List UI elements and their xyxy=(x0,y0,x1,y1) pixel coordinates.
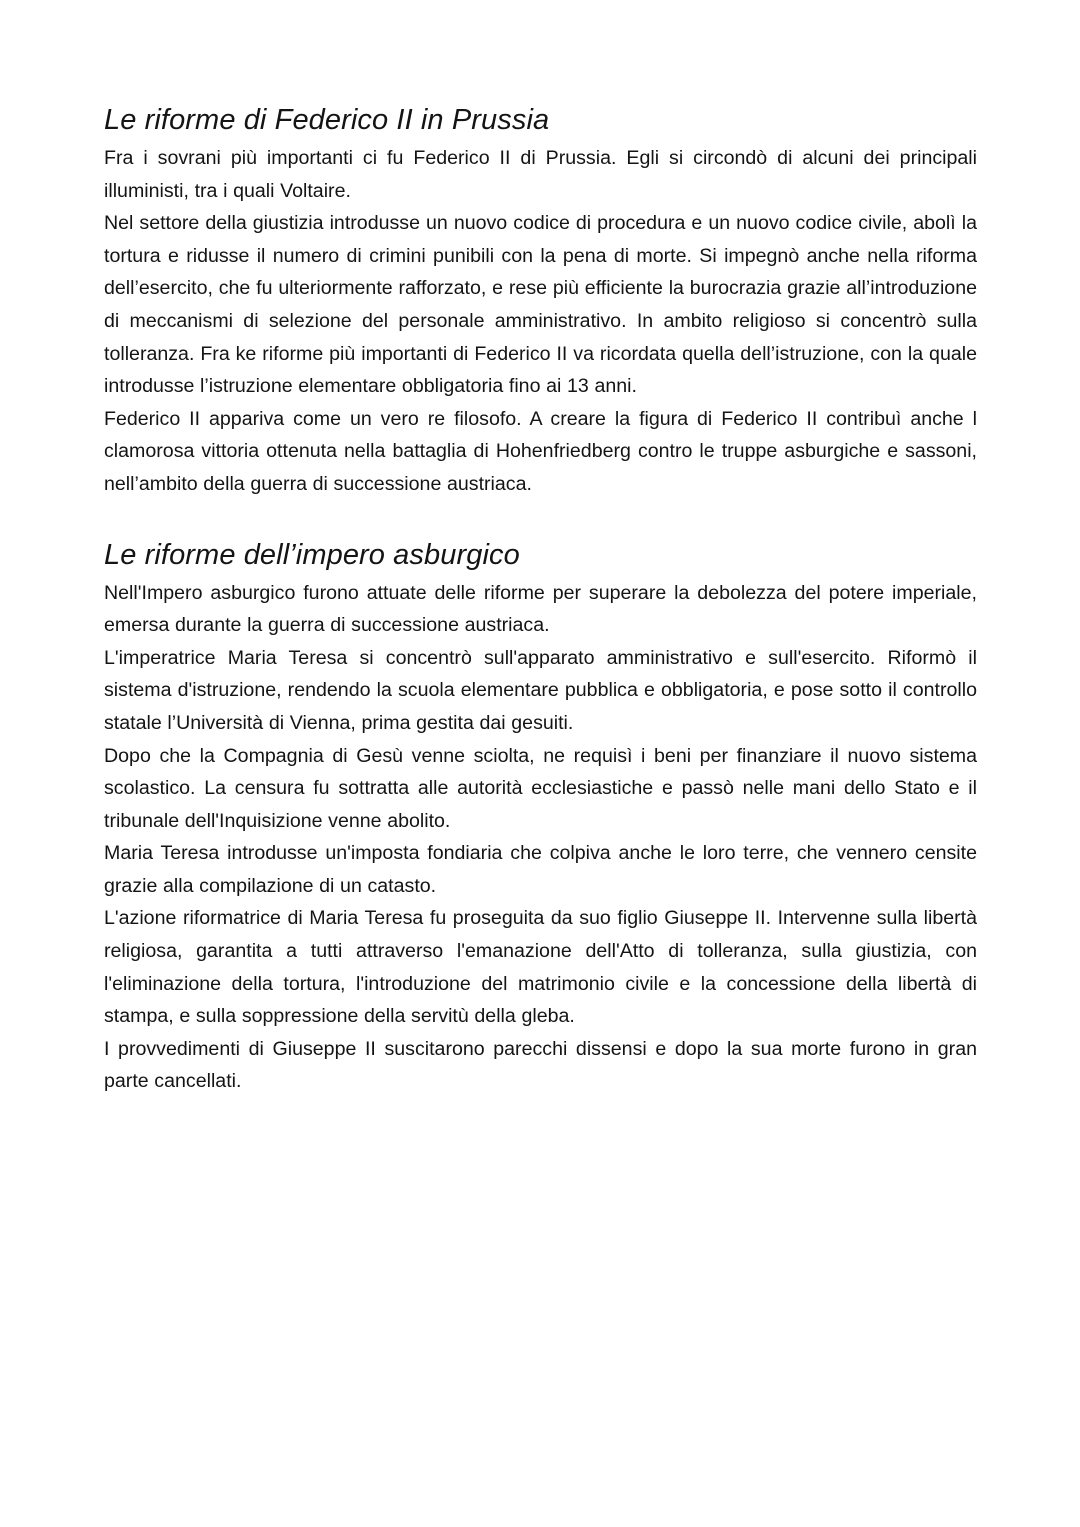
section-title: Le riforme dell’impero asburgico xyxy=(104,538,520,571)
section-title: Le riforme di Federico II in Prussia xyxy=(104,104,550,136)
paragraph: I provvedimenti di Giuseppe II suscitarono parecchi dissensi e dopo la sua morte furono in gran parte cancellati. xyxy=(104,1037,977,1093)
section-federico-prussia xyxy=(104,100,977,501)
paragraph: Nell'Impero asburgico furono attuate delle riforme per superare la debolezza del potere imperiale, emersa durante la guerra di successione austriaca. xyxy=(104,581,977,637)
document-page xyxy=(104,100,977,1098)
paragraph: Dopo che la Compagnia di Gesù venne sciolta, ne requisì i beni per finanziare il nuovo sistema scolastico. La censura fu sottratta alle autorità ecclesiastiche e passò nelle mani dello Stato e il tribunale dell'Inquisizione venne abolito. xyxy=(104,744,977,832)
paragraph: L'imperatrice Maria Teresa si concentrò sull'apparato amministrativo e sull'esercito. Riformò il sistema d'istruzione, rendendo la scuola elementare pubblica e obbligatoria, e pose sotto il controllo statale l’Università di Vienna, prima gestita dai gesuiti. xyxy=(104,646,977,734)
paragraph: L'azione riformatrice di Maria Teresa fu proseguita da suo figlio Giuseppe II. Intervenne sulla libertà religiosa, garantita a tutti attraverso l'emanazione dell'Atto di tolleranza, sulla giustizia, con l'eliminazione della tortura, l'introduzione del matrimonio civile e la concessione della libertà di stampa, e sulla soppressione della servitù della gleba. xyxy=(104,907,977,1028)
paragraph: Maria Teresa introdusse un'imposta fondiaria che colpiva anche le loro terre, che vennero censite grazie alla compilazione di un catasto. xyxy=(104,842,977,897)
paragraph: Fra i sovrani più importanti ci fu Federico II di Prussia. Egli si circondò di alcuni dei principali illuministi, tra i quali Voltaire. xyxy=(104,147,977,202)
paragraph: Federico II appariva come un vero re filosofo. A creare la figura di Federico II contribuì anche l clamorosa vittoria ottenuta nella battaglia di Hohenfriedberg contro le truppe asburgiche e sassoni, nell’ambito della guerra di successione austriaca. xyxy=(104,407,977,495)
section-impero-asburgico xyxy=(104,535,977,1099)
paragraph: Nel settore della giustizia introdusse un nuovo codice di procedura e un nuovo codice civile, abolì la tortura e ridusse il numero di crimini punibili con la pena di morte. Si impegnò anche nella riforma dell’esercito, che fu ulteriormente rafforzato, e rese più efficiente la burocrazia grazie all’introduzione di meccanismi di selezione del personale amministrativo. In ambito religioso si concentrò sulla tolleranza. Fra ke riforme più importanti di Federico II va ricordata quella dell’istruzione, con la quale introdusse l’istruzione elementare obbligatoria fino ai 13 anni. xyxy=(104,212,977,398)
